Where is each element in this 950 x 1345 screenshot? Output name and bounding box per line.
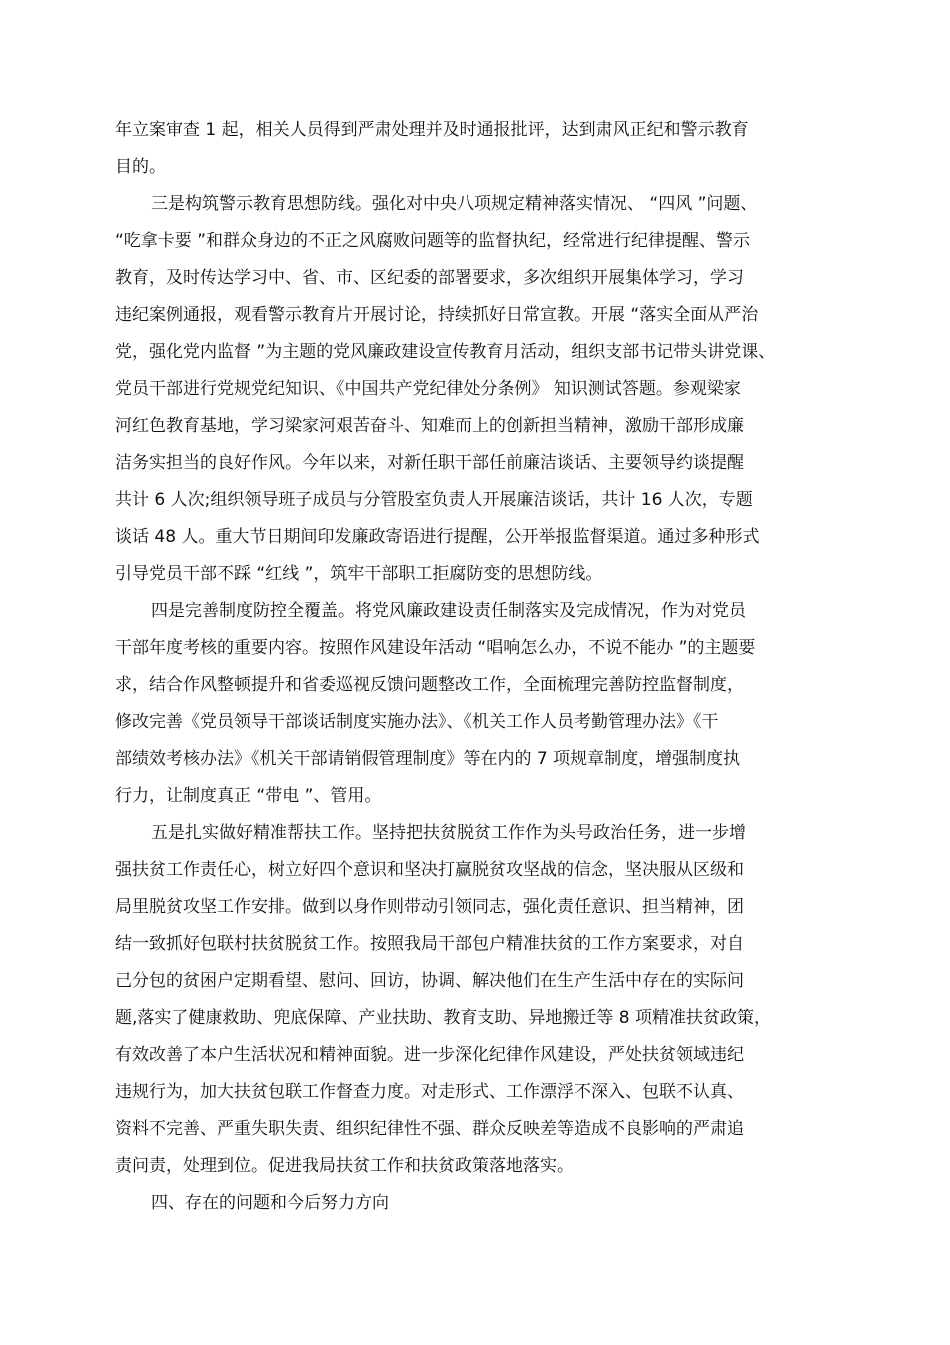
text-line: 有效改善了本户生活状况和精神面貌。进一步深化纪律作风建设，严处扶贫领域违纪 [115, 1045, 744, 1065]
text-line: 题,落实了健康救助、兜底保障、产业扶助、教育支助、异地搬迁等 8 项精准扶贫政策， [115, 1008, 772, 1028]
text-line: 修改完善《党员领导干部谈话制度实施办法》、《机关工作人员考勤管理办法》《干 [115, 712, 719, 732]
text-line: 部绩效考核办法》《机关干部请销假管理制度》等在内的 7 项规章制度，增强制度执 [115, 749, 741, 769]
text-line: 共计 6 人次;组织领导班子成员与分管股室负责人开展廉洁谈话，共计 16 人次，专题 [115, 490, 753, 510]
text-line: 资料不完善、严重失职失责、组织纪律性不强、群众反映差等造成不良影响的严肃追 [115, 1119, 744, 1139]
text-line: 党，强化党内监督 ”为主题的党风廉政建设宣传教育月活动，组织支部书记带头讲党课、 [115, 342, 776, 362]
text-line: 责问责，处理到位。促进我局扶贫工作和扶贫政策落地落实。 [115, 1156, 574, 1176]
text-line: 教育，及时传达学习中、省、市、区纪委的部署要求，多次组织开展集体学习，学习 [115, 268, 744, 288]
text-line: 行力，让制度真正 “带电 ”、管用。 [115, 786, 382, 806]
text-line: 求，结合作风整顿提升和省委巡视反馈问题整改工作，全面梳理完善防控监督制度， [115, 675, 744, 695]
text-line: “吃拿卡要 ”和群众身边的不正之风腐败问题等的监督执纪，经常进行纪律提醒、警示 [115, 231, 751, 251]
text-line: 局里脱贫攻坚工作安排。做到以身作则带动引领同志，强化责任意识、担当精神，团 [115, 897, 744, 917]
text-line: 结一致抓好包联村扶贫脱贫工作。按照我局干部包户精准扶贫的工作方案要求，对自 [115, 934, 744, 954]
text-line: 谈话 48 人。重大节日期间印发廉政寄语进行提醒，公开举报监督渠道。通过多种形式 [115, 527, 760, 547]
paragraph-start: 四是完善制度防控全覆盖。将党风廉政建设责任制落实及完成情况，作为对党员 [151, 601, 746, 621]
text-line: 违纪案例通报，观看警示教育片开展讨论，持续抓好日常宣教。开展 “落实全面从严治 [115, 305, 759, 325]
text-line: 干部年度考核的重要内容。按照作风建设年活动 “唱响怎么办，不说不能办 ”的主题要 [115, 638, 756, 658]
text-line: 党员干部进行党规党纪知识、《中国共产党纪律处分条例》 知识测试答题。参观梁家 [115, 379, 741, 399]
text-line: 目的。 [115, 157, 166, 177]
text-line: 己分包的贫困户定期看望、慰问、回访，协调、解决他们在生产生活中存在的实际问 [115, 971, 744, 991]
text-line: 洁务实担当的良好作风。今年以来，对新任职干部任前廉洁谈话、主要领导约谈提醒 [115, 453, 744, 473]
section-heading: 四、存在的问题和今后努力方向 [151, 1193, 389, 1213]
text-line: 引导党员干部不踩 “红线 ”，筑牢干部职工拒腐防变的思想防线。 [115, 564, 603, 584]
text-line: 违规行为，加大扶贫包联工作督查力度。对走形式、工作漂浮不深入、包联不认真、 [115, 1082, 744, 1102]
paragraph-start: 五是扎实做好精准帮扶工作。坚持把扶贫脱贫工作作为头号政治任务，进一步增 [151, 823, 746, 843]
text-line: 年立案审查 1 起，相关人员得到严肃处理并及时通报批评，达到肃风正纪和警示教育 [115, 120, 749, 140]
text-line: 强扶贫工作责任心，树立好四个意识和坚决打赢脱贫攻坚战的信念，坚决服从区级和 [115, 860, 744, 880]
text-line: 河红色教育基地，学习梁家河艰苦奋斗、知难而上的创新担当精神，激励干部形成廉 [115, 416, 744, 436]
paragraph-start: 三是构筑警示教育思想防线。强化对中央八项规定精神落实情况、 “四风 ”问题、 [151, 194, 758, 214]
